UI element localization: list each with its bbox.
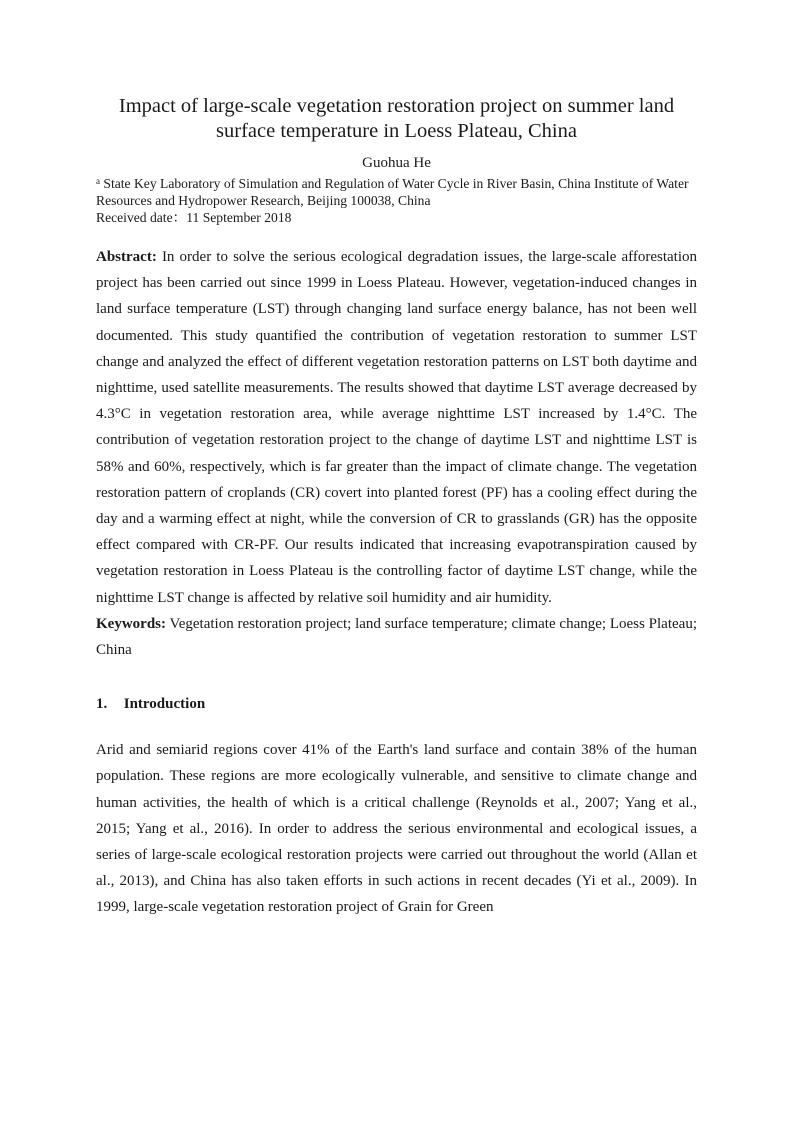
paper-page (96, 94, 697, 921)
abstract (96, 244, 697, 611)
paper-title: Impact of large-scale vegetation restoration project on summer land surface temperature in Loess Plateau, China (118, 95, 675, 142)
abstract-text: In order to solve the serious ecological degradation issues, the large-scale afforestation project has been carried out since 1999 in Loess Plateau. However, vegetation-induced changes in land surface temperature (LST) through changing land surface energy balance, has not been well documented. This study quantified the contribution of vegetation restoration to summer LST change and analyzed the effect of different vegetation restoration patterns on LST both daytime and nighttime, used satellite measurements. The results showed that daytime LST average decreased by 4.3°C in vegetation restoration area, while average nighttime LST increased by 1.4°C. The contribution of vegetation restoration project to the change of daytime LST and nighttime LST is 58% and 60%, respectively, which is far greater than the impact of climate change. The vegetation restoration pattern of croplands (CR) covert into planted forest (PF) has a cooling effect during the day and a warming effect at night, while the conversion of CR to grasslands (GR) has the opposite effect compared with CR-PF. Our results indicated that increasing evapotranspiration caused by vegetation restoration in Loess Plateau is the controlling factor of daytime LST change, while the nighttime LST change is affected by relative soil humidity and air humidity. (96, 249, 697, 606)
section-title: Introduction (123, 696, 206, 713)
abstract-label: Abstract: (96, 249, 157, 265)
introduction-paragraph: Arid and semiarid regions cover 41% of the Earth's land surface and contain 38% of the human population. These regions are more ecologically vulnerable, and sensitive to climate change and human activities, the health of which is a critical challenge (Reynolds et al., 2007; Yang et al., 2015; Yang et al., 2016). In order to address the serious environmental and ecological issues, a series of large-scale ecological restoration projects were carried out throughout the world (Allan et al., 2013), and China has also taken efforts in such actions in recent decades (Yi et al., 2009). In 1999, large-scale vegetation restoration project of Grain for Green (96, 742, 697, 916)
section-heading-introduction (96, 694, 697, 714)
section-number: 1. (96, 696, 108, 713)
received-date: Received date：11 September 2018 (96, 210, 292, 225)
affiliation-text: State Key Laboratory of Simulation and Regulation of Water Cycle in River Basin, China Institute of Water Resources and Hydropower Research, Beijing 100038, China (96, 176, 689, 208)
keywords (96, 611, 697, 663)
keywords-label: Keywords: (96, 615, 166, 632)
affiliation (96, 175, 697, 209)
author-name: Guohua He (362, 155, 431, 171)
affiliation-marker: a (96, 176, 100, 186)
keywords-text: Vegetation restoration project; land surface temperature; climate change; Loess Plateau; China (96, 615, 697, 659)
